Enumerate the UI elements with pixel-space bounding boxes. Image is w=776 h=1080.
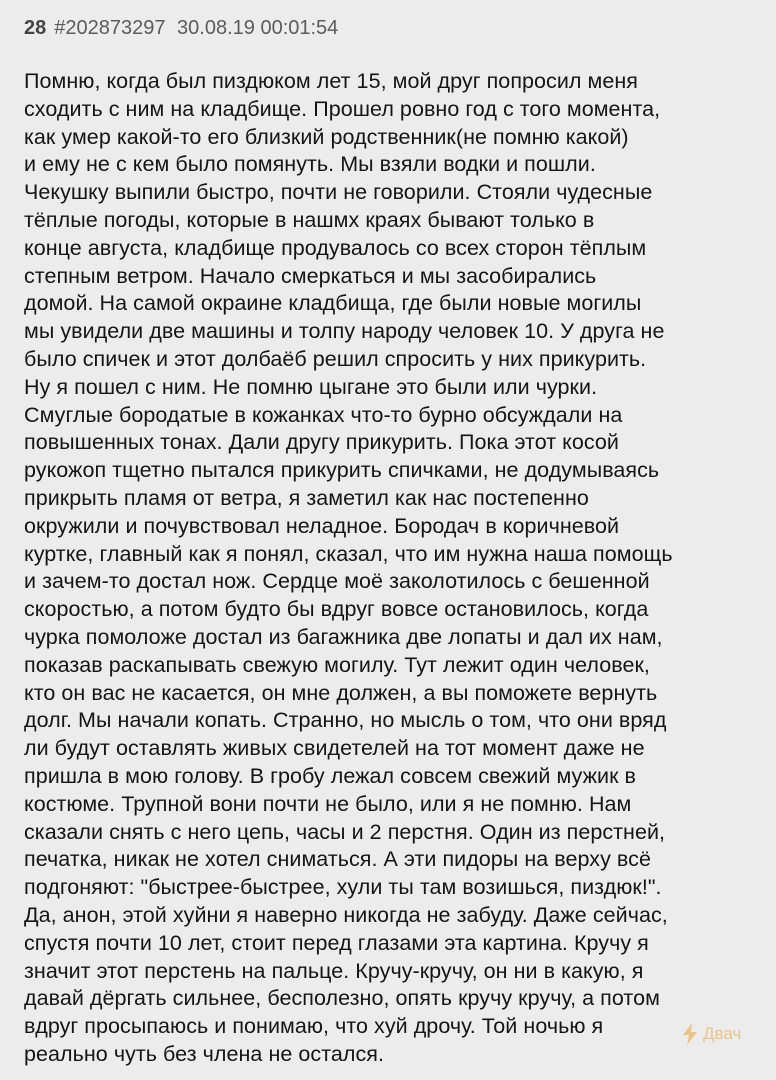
post-text-line: окружили и почувствовал неладное. Бородач в коричневой [24,513,620,538]
post-text-line: костюме. Трупной вони почти не было, или я не помню. Нам [24,791,632,816]
post-text-line: Да, анон, этой хуйни я наверно никогда не забуду. Даже сейчас, [24,902,668,927]
post-text-line: давай дёргать сильнее, бесполезно, опять кручу кручу, а потом [24,986,660,1011]
post-text-line: чурка помоложе достал из багажника две лопаты и дал их нам, [24,624,663,649]
post-text-line: Чекушку выпили быстро, почти не говорили. Стояли чудесные [24,180,653,205]
post-text-line: как умер какой-то его близкий родственник(не помню какой) [24,124,629,149]
post-text-line: Смуглые бородатые в кожанках что-то бурно обсуждали на [24,402,623,427]
lightning-icon [681,1023,699,1045]
post-text-line: конце августа, кладбище продувалось со всех сторон тёплым [24,235,647,260]
post-text-line: тёплые погоды, которые в нашмх краях бывают только в [24,207,595,232]
post-text-line: показав раскапывать свежую могилу. Тут лежит один человек, [24,652,650,677]
post-text-line: долг. Мы начали копать. Странно, но мысль о том, что они вряд [24,708,667,733]
post-text-line: и ему не с кем было помянуть. Мы взяли водки и пошли. [24,152,596,177]
post-text-line: Помню, когда был пиздюком лет 15, мой друг попросил меня [24,69,638,93]
post-text-line: сказали снять с него цепь, часы и 2 перстня. Один из перстней, [24,819,666,844]
post-text-line: сходить с ним на кладбище. Прошел ровно год с того момента, [24,96,661,121]
post-text-line: и зачем-то достал нож. Сердце моё заколотилось с бешенной [24,569,650,594]
post-text-line: прикрыть пламя от ветра, я заметил как нас постепенно [24,485,589,510]
post-text-line: подгоняют: "быстрее-быстрее, хули ты там возишься, пиздюк!". [24,875,662,900]
post-body [24,68,764,1069]
post-text-line: Ну я пошел с ним. Не помню цыгане это были или чурки. [24,374,598,399]
post-text-line: куртке, главный как я понял, сказал, что им нужна наша помощь [24,541,673,566]
post-timestamp: 30.08.19 00:01:54 [177,17,339,39]
watermark-text: Двач [703,1024,742,1043]
post-text-line: скоростью, а потом будто бы вдруг вовсе остановилось, когда [24,597,649,622]
post-text-line: рукожоп тщетно пытался прикурить спичками, не додумываясь [24,458,660,483]
post-text-line: пришла в мою голову. В гробу лежал совсем свежий мужик в [24,763,637,788]
post-text-line: мы увидели две машины и толпу народу человек 10. У друга не [24,319,665,344]
post-id[interactable]: #202873297 [54,17,166,39]
post-text-line: спустя почти 10 лет, стоит перед глазами эта картина. Кручу я [24,930,649,955]
post-text-line: печатка, никак не хотел сниматься. А эти пидоры на верху всё [24,847,651,872]
post-text-line: повышенных тонах. Дали другу прикурить. Пока этот косой [24,430,619,455]
post-text-line: значит этот перстень на пальце. Кручу-кручу, он ни в какую, я [24,958,644,983]
post-text-line: реально чуть без члена не остался. [24,1041,384,1066]
post-text-line: домой. На самой окраине кладбища, где были новые могилы [24,291,642,316]
post-text-line: ли будут оставлять живых свидетелей на тот момент даже не [24,736,645,761]
post-text-line: было спичек и этот долбаёб решил спросить у них прикурить. [24,346,647,371]
post-text-line: кто он вас не касается, он мне должен, а вы поможете вернуть [24,680,658,705]
watermark [681,1023,741,1045]
post-text-line: степным ветром. Начало смеркаться и мы засобирались [24,263,597,288]
post-header [24,14,754,42]
post-text-line: вдруг просыпаюсь и понимаю, что хуй дрочу. Той ночью я [24,1014,604,1039]
post-number[interactable]: 28 [24,17,47,39]
